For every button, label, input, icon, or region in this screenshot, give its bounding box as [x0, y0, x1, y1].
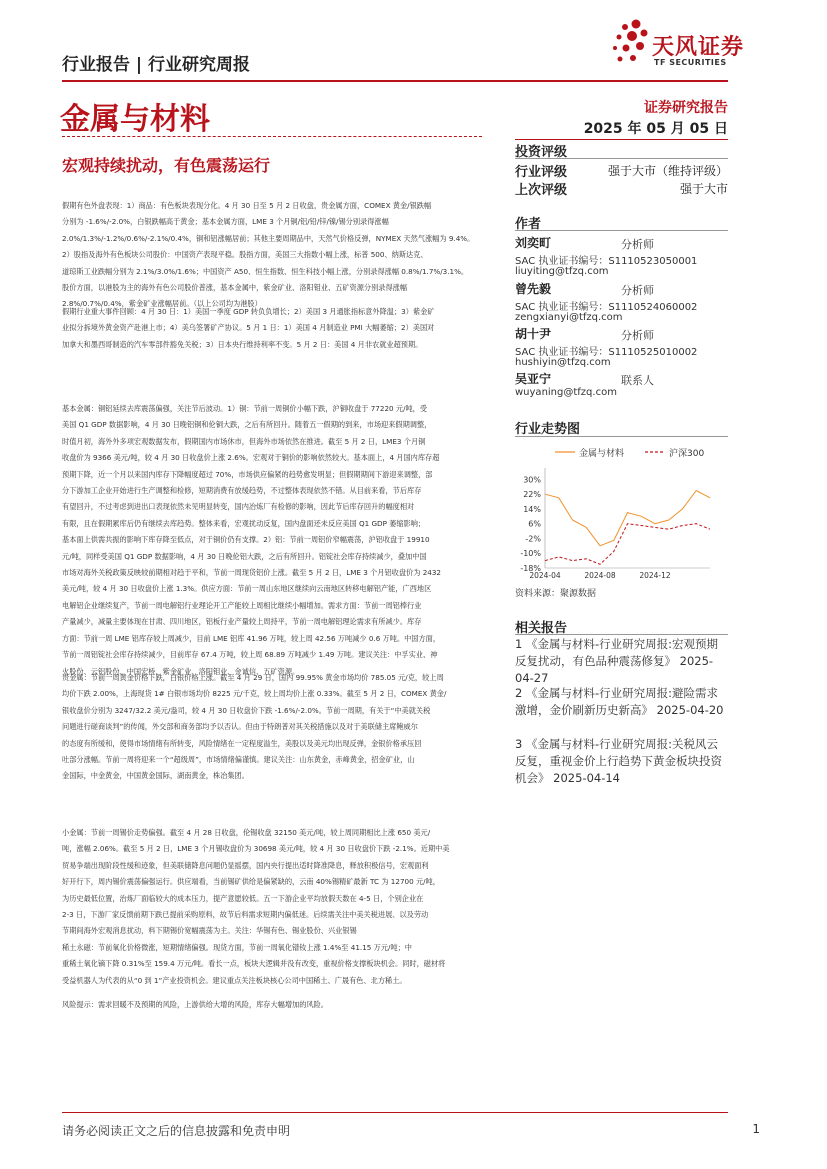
- sidebar-top-rule: [515, 139, 728, 140]
- body-line: 2.8%/0.7%/0.4%，紫金矿业涨幅居前。（以上公司均为港股）: [62, 299, 262, 309]
- body-line: 吨，涨幅 2.06%。截至 5 月 2 日，LME 3 个月锡收盘价为 30698 美元/吨，较 4 月 30 日收盘价下跌 -2.1%。近期中美: [62, 844, 450, 854]
- logo-en-text: TF SECURITIES: [654, 58, 727, 67]
- body-line: 收盘价为 9366 美元/吨，较 4 月 30 日收盘价上涨 2.6%。宏观对于铜价的影响依然较大。基本面上，4 月国内库存超: [62, 453, 440, 463]
- body-line: 美元/吨，较 4 月 30 日收盘价上涨 1.3%。供应方面：节前一周山东地区继续向云南地区转移电解铝产能，广西地区: [62, 584, 432, 594]
- body-line: 火股份、云铝股份、中国宏桥、紫金矿业、洛阳钼业、金诚信、五矿资源。: [62, 666, 300, 676]
- body-line: 股价方面，以港股为主的海外有色公司股价普涨，基本金属中，紫金矿业、洛阳钼业、五矿资源分别录得涨幅: [62, 283, 408, 293]
- body-line: 预期下降，近一个月以来国内库存下降幅度超过 70%，市场供应偏紧的趋势愈发明显；但假期期间下游迎来调整，部: [62, 469, 433, 479]
- para-events: [62, 304, 492, 353]
- body-line: 方面：节前一周 LME 铝库存较上周减少，目前 LME 铝库 41.96 万吨，较上周 42.56 万吨减少 0.6 万吨。中国方面，: [62, 633, 441, 643]
- body-line: 为历史最低位置，治炼厂面临较大的成本压力，提产意愿较低。五一下游企业平均放假天数在 4-5 日，个别企业在: [62, 893, 424, 903]
- body-line: 假期行业重大事件回顾：4 月 30 日：1）美国一季度 GDP 转负负增长；2）美国 3 月通胀指标意外降温；3）紫金矿: [62, 307, 435, 316]
- industry-rating-label: 行业评级: [515, 165, 568, 180]
- body-line: 电解铝企业继续复产，节前一周电解铝行业理论开工产能较上周相比继续小幅增加。需求方面：节前一周铝棒行业: [62, 600, 422, 610]
- body-line: 贸易争端出现阶段性缓和迹象，但美联储降息问题仍显摇摆，国内央行提出适时降准降息，释放积极信号，宏观面利: [62, 860, 429, 870]
- related-rule: [515, 634, 728, 635]
- report-type: 证券研究报告: [644, 100, 728, 116]
- authors-rule: [515, 230, 728, 231]
- para-rare-earth: [62, 940, 492, 989]
- body-line: 小金属：节前一周锡价走势偏强。截至 4 月 28 日收盘，伦锡收盘 32150 美元/吨，较上周同期相比上涨 650 美元/: [62, 828, 431, 837]
- author-email[interactable]: zengxianyi@tfzq.com: [515, 312, 623, 323]
- body-line: 贵金属：节前一周黄金价格下跌，白银价格上涨。截至 4 月 29 日，国内 99.95% 黄金市场均价 785.05 元/克，较上周: [62, 673, 444, 682]
- legend-label: 沪深300: [669, 449, 705, 459]
- y-tick-label: -10%: [520, 549, 541, 559]
- prev-rating-label: 上次评级: [515, 183, 568, 198]
- body-line: 稀土永磁：节前氧化价格微涨，短期情绪偏强。现货方面，节前一周氧化镨钕上涨 1.4%至 41.15 万元/吨；中: [62, 943, 412, 952]
- related-report-2[interactable]: 2 《金属与材料-行业研究周报:避险需求激增，金价刷新历史新高》 2025-04-20: [515, 686, 724, 717]
- body-line: 节期间海外宏观消息扰动，料下期锡价宽幅震荡为主。关注：华锡有色、锡业股份、兴业银锡: [62, 926, 357, 936]
- author-title: 联系人: [621, 374, 654, 387]
- report-date: 2025 年 05 月 05 日: [583, 121, 728, 137]
- series-line-2: [545, 524, 710, 565]
- body-line: 加拿大和墨西哥制造的汽车零部件豁免关税；3）日本央行维持利率不变。5 月 2 日：美国 4 月非农就业超预期。: [62, 339, 423, 349]
- prev-rating-value: 强于大市: [679, 182, 728, 196]
- body-line: 均价下跌 2.00%，上海现货 1# 白银市场均价 8225 元/千克，较上周均价上涨 0.33%。截至 5 月 2 日，COMEX 黄金/: [62, 689, 447, 699]
- x-tick-label: 2024-04: [529, 571, 561, 580]
- body-line: 问题进行磋商谈判”的传闻，外交部和商务部均予以否认。但由于特朗普对其关税措施以及对于美联储主席鲍威尔: [62, 722, 418, 732]
- author-email[interactable]: hushiyin@tfzq.com: [515, 357, 611, 368]
- trend-heading: 行业走势图: [515, 422, 581, 437]
- author-email[interactable]: liuyiting@tfzq.com: [515, 266, 609, 277]
- author-cert: SAC 执业证书编号：S1110523050001: [515, 256, 698, 267]
- body-line: 时值月初，海外外多项宏观数据发布，假期国内市场休市，但海外市场依然在推进。截至 5 月 2 日，LME3 个月铜: [62, 436, 426, 446]
- body-line: 银收盘价分别为 3247/32.2 美元/盎司，较 4 月 30 日收盘价下跌 -1.6%/-2.0%。节前一周期，有关于“中美就关税: [62, 705, 431, 715]
- y-tick-label: 22%: [523, 490, 541, 500]
- body-line: 受益机器人为代表的从“0 到 1”产业投资机会。建议重点关注板块核心公司中国稀土、广晟有色、北方稀土。: [62, 975, 407, 985]
- footer-disclaimer: 请务必阅读正文之后的信息披露和免责申明: [62, 1124, 291, 1138]
- x-tick-label: 2024-12: [639, 571, 671, 580]
- page-number: 1: [752, 1122, 760, 1136]
- body-line: 道琼斯工业跌幅分别为 2.1%/3.0%/1.6%；中国资产 A50、恒生指数、恒生科技小幅上涨，分别录得涨幅 0.8%/1.7%/3.1%。: [62, 266, 469, 276]
- logo-dots-icon: [606, 18, 650, 68]
- body-line: 有望回升，不过考虑到进出口表现依然未见明显转变，国内冶炼厂有检修的影响，因此节后库存回升的幅度相对: [62, 502, 415, 512]
- author-cert: SAC 执业证书编号：S1110525010002: [515, 347, 698, 358]
- y-tick-label: 6%: [528, 519, 541, 529]
- page-subtitle: 宏观持续扰动，有色震荡运行: [62, 156, 271, 175]
- para-overseas-market: [62, 198, 492, 313]
- title-divider: [62, 136, 482, 137]
- para-base-metals: [62, 401, 492, 680]
- x-tick-label: 2024-08: [584, 571, 616, 580]
- author-name: 刘奕町: [515, 236, 552, 250]
- author-title: 分析师: [621, 284, 654, 297]
- series-line-1: [545, 491, 710, 546]
- author-name: 曾先毅: [515, 282, 552, 296]
- related-heading: 相关报告: [515, 621, 568, 636]
- author-cert: SAC 执业证书编号：S1110524060002: [515, 302, 698, 313]
- body-line: 节前一周铝锭社会库存持续减少，目前库存 67.4 万吨，较上周 68.89 万吨减少 1.49 万吨。建议关注：中孚实业、神: [62, 650, 438, 660]
- body-line: 美国 Q1 GDP 数据影响，4 月 30 日晚铝铜和伦铜大跌，之后有所回升。随着五一假期的到来，市场迎来假期调整，: [62, 420, 432, 430]
- y-tick-label: 30%: [523, 475, 541, 485]
- body-line: 吐部分涨幅。节前一周将迎来一个“超级周”，市场情绪偏谨慎。建议关注：山东黄金，赤峰黄金，招金矿业，山: [62, 755, 415, 765]
- body-line: 的态度有所缓和，使得市场情绪有所转变，风险情绪在一定程度溢生，美股以及美元均出现反弹，金银价格承压回: [62, 738, 422, 748]
- body-line: 元/吨，同样受美国 Q1 GDP 数据影响，4 月 30 日晚伦铝大跌，之后有所回升。铝锭社会库存持续减少，叠加中国: [62, 551, 427, 561]
- body-line: 假期有色外盘表现：1）商品：有色板块表现分化。4 月 30 日至 5 月 2 日收盘，贵金属方面，COMEX 黄金/银跌幅: [62, 201, 432, 210]
- legend-label: 金属与材料: [579, 449, 625, 459]
- body-line: 市场对海外关税政策反映较前期相对趋于平和，节前一周现货铝价上涨。截至 5 月 2 日，LME 3 个月铝收盘价为 2432: [62, 568, 442, 578]
- body-line: 基本金属：铜铝延续去库震荡偏强，关注节后波动。1）铜：节前一周铜价小幅下跌，沪铜收盘于 77220 元/吨，受: [62, 404, 428, 413]
- body-line: 业拟分拆境外黄金资产赴港上市；4）美乌签署矿产协议。5 月 1 日：1）美国 4 月制造业 PMI 大幅萎缩；2）美国对: [62, 323, 435, 333]
- body-line: 2）股指及海外有色板块公司股价：中国资产表现平稳。股指方面，美国三大指数小幅上涨，标普 500、纳斯达克、: [62, 250, 428, 260]
- industry-trend-chart: [515, 440, 728, 580]
- industry-rating-value: 强于大市（维持评级）: [607, 164, 728, 178]
- logo-cn-text: 天风证券: [652, 35, 745, 60]
- chart-source: 资料来源：聚源数据: [515, 589, 597, 599]
- rating-rule: [515, 158, 728, 159]
- body-line: 产量减少，减量主要体现在甘肃、四川地区，铝板行业产量较上周持平，节前一周电解铝理论需求有所减少。库存: [62, 617, 422, 627]
- related-report-3[interactable]: 3 《金属与材料-行业研究周报:关税风云反复，重视金价上行趋势下黄金板块投资机会》 2025-04-14: [515, 737, 722, 785]
- body-line: 2.0%/1.3%/-1.2%/0.6%/-2.1%/0.4%，铜和铝涨幅居前；其他主要周期品中，天然气价格反弹，NYMEX 天然气涨幅为 9.4%。: [62, 233, 475, 243]
- y-tick-label: -18%: [520, 564, 541, 573]
- report-category: 行业报告 | 行业研究周报: [62, 55, 251, 75]
- author-name: 胡十尹: [515, 327, 552, 341]
- header-rule: [62, 80, 728, 82]
- company-logo: [606, 18, 756, 68]
- para-minor-metals: [62, 825, 492, 940]
- body-line: 有限，且在假期累库后仍有继续去库趋势。整体来看，宏观扰动反复，国内盘面还未反应美国 Q1 GDP 萎缩影响；: [62, 518, 426, 528]
- body-line: 基本面上供需共振的影响下库存降至低点，对于铜价仍有支撑。2）铝：节前一周铝价窄幅震荡，沪铝收盘于 19910: [62, 535, 430, 545]
- page-title: 金属与材料: [60, 102, 210, 137]
- para-precious-metals: [62, 670, 492, 785]
- y-tick-label: -2%: [525, 534, 541, 544]
- footer-rule: [62, 1112, 728, 1113]
- body-line: 2-3 日，下游厂家反馈前期下跌已提前采购原料，故节后料需求短期内偏低迷。后续需关注中美关税进展、以及劳动: [62, 910, 429, 920]
- author-name: 吴亚宁: [515, 372, 552, 386]
- y-tick-label: 14%: [523, 504, 541, 514]
- body-line: 好开行下，周内锡价震荡偏强运行。供应端看，当前锡矿供给是偏紧缺的，云南 40%锡精矿最新 TC 为 12700 元/吨，: [62, 877, 440, 887]
- body-line: 重稀土氧化镝下降 0.31%至 159.4 万元/吨。看长一点，板块大逻辑并没有改变，重视价格支撑板块机会。同时，磁材将: [62, 959, 446, 969]
- body-line: 金国际，中金黄金，中国黄金国际，湖南黄金，株冶集团。: [62, 771, 249, 781]
- author-title: 分析师: [621, 329, 654, 342]
- risk-warning: 风险提示：需求回暖不及预期的风险，上游供给大增的风险，库存大幅增加的风险。: [62, 1000, 328, 1009]
- authors-heading: 作者: [515, 217, 542, 232]
- rating-heading: 投资评级: [515, 145, 568, 160]
- related-report-1[interactable]: 1 《金属与材料-行业研究周报:宏观预期反复扰动，有色品种震荡修复》 2025-04-27: [515, 637, 718, 685]
- body-line: 分别为 -1.6%/-2.0%，白银跌幅高于黄金；基本金属方面，LME 3 个月铜/铝/铅/锌/镍/锡分别录得涨幅: [62, 217, 389, 227]
- trend-rule: [515, 436, 728, 437]
- author-email[interactable]: wuyaning@tfzq.com: [515, 387, 617, 398]
- author-title: 分析师: [621, 238, 654, 251]
- body-line: 分下游加工企业开始进行生产调整和检修，短期消费有放缓趋势，不过整体表现依然不错。从目前来看，节后库存: [62, 486, 422, 496]
